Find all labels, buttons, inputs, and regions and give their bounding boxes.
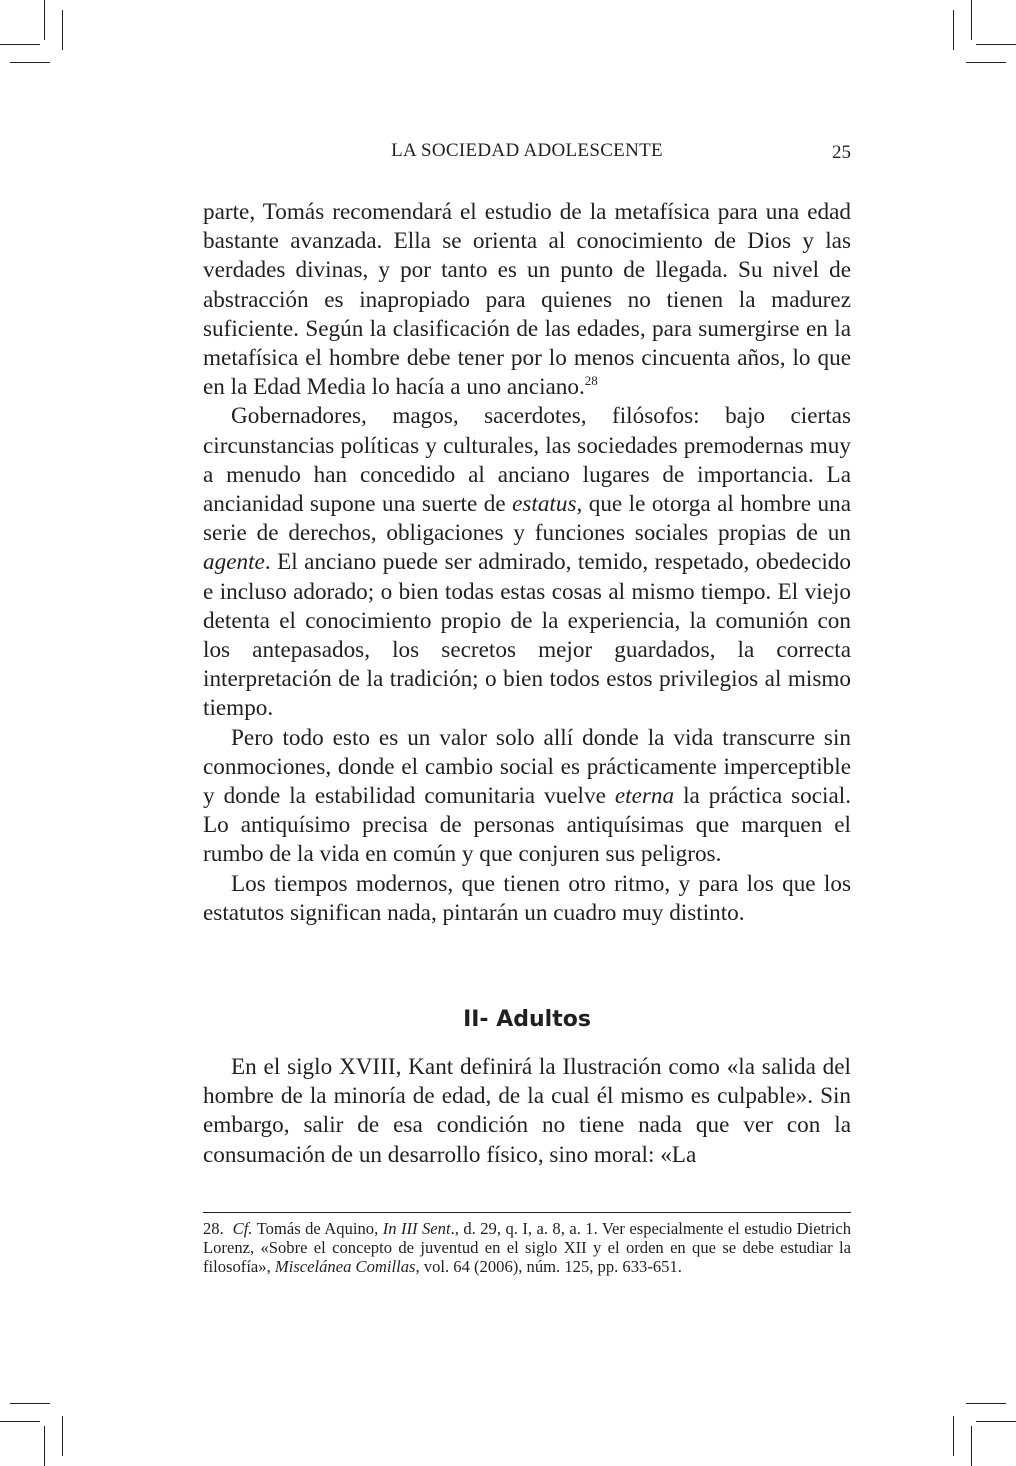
crop-mark [0,1421,40,1422]
crop-mark [976,44,1016,45]
paragraph-text: Gobernadores, magos, sacerdotes, filósofos: bajo ciertas circunstancias políticas y culturales, las sociedades premodernas muy a menudo han concedido al anciano lugares de importancia. La ancianidad supone una suerte de [203,403,851,518]
paragraph-text: , que le otorga al hombre una serie de derechos, obligaciones y funciones sociales propias de un [203,491,851,547]
footnote [203,1219,851,1276]
footnote-text: ., d. 29, q. I, a. 8, a. 1. Ver especialmente el estudio Dietrich Lorenz, «Sobre el concepto de juventud en el siglo XII y el orden en que se debe estudiar la filosofía», [203,1219,852,1276]
crop-mark [44,1426,45,1466]
paragraph-text: Los tiempos modernos, que tienen otro ritmo, y para los que los estatutos significan nada, pintarán un cuadro muy distinto. [203,870,851,926]
citation-title: Miscelánea Comillas [274,1257,416,1276]
footnote-body [203,1219,851,1276]
footnote-text: , vol. 64 (2006), núm. 125, pp. 633-651. [415,1257,682,1276]
paragraph [203,870,851,928]
crop-mark [953,10,954,50]
paragraph-text: . El anciano puede ser admirado, temido, respetado, obedecido e incluso adorado; o bien todas estas cosas al mismo tiempo. El viejo detenta el conocimiento propio de la experiencia, la comunión con los antepasados, los secretos mejor guardados, la correcta interpretación de la tradición; o bien todos estos privilegios al mismo tiempo. [203,549,851,722]
paragraph: En el siglo XVIII, Kant definirá la Ilustración como «la salida del hombre de la minoría de edad, de la cual él mismo es culpable». Sin embargo, salir de esa condición no tiene nada que ver con la consumación de un desarrollo físico, sino moral: «La [203,1054,851,1168]
paragraph [203,198,851,402]
crop-mark [966,1403,1006,1404]
citation-title: In III Sent [382,1219,451,1238]
crop-mark [966,62,1006,63]
section-body-text [203,1053,851,1170]
page-header [203,140,851,166]
footnote-number: 28. [203,1219,224,1238]
paragraph [203,724,851,870]
crop-mark [44,0,45,40]
paragraph [203,402,851,723]
section-heading: II- Adultos [463,1007,591,1032]
italic-term: agente [203,549,265,576]
crop-mark [62,10,63,50]
running-head: LA SOCIEDAD ADOLESCENTE [391,140,663,161]
crop-mark [971,1426,972,1466]
crop-mark [971,0,972,40]
crop-mark [10,1403,50,1404]
paragraph-text: Pero todo esto es un valor solo allí donde la vida transcurre sin conmociones, donde el cambio social es prácticamente imperceptible y donde la estabilidad comunitaria vuelve [203,724,851,810]
body-text [203,198,851,928]
paragraph-text: parte, Tomás recomendará el estudio de la metafísica para una edad bastante avanzada. Ella se orienta al conocimiento de Dios y las verdades divinas, y por tanto es un punto de llegada. Su nivel de abstracción es inapropiado para quienes no tienen la madurez suficiente. Según la clasificación de las edades, para sumergirse en la metafísica el hombre debe tener por lo menos cincuenta años, lo que en la Edad Media lo hacía a uno anciano. [203,199,851,401]
footnote-text: Tomás de Aquino, [252,1219,383,1238]
crop-mark [0,44,40,45]
crop-mark [10,62,50,63]
footnote-cf: Cf. [232,1219,253,1238]
footnote-divider [203,1212,851,1213]
crop-mark [953,1416,954,1456]
crop-mark [62,1416,63,1456]
page-number: 25 [832,142,851,163]
paragraph-text: la práctica social. Lo antiquísimo precisa de personas antiquísimas que marquen el rumbo de la vida en común y que conjuren sus peligros. [203,783,851,868]
crop-mark [976,1421,1016,1422]
italic-term: estatus [512,491,577,518]
footnote-reference: 28 [584,373,598,389]
italic-term: eterna [614,783,675,810]
